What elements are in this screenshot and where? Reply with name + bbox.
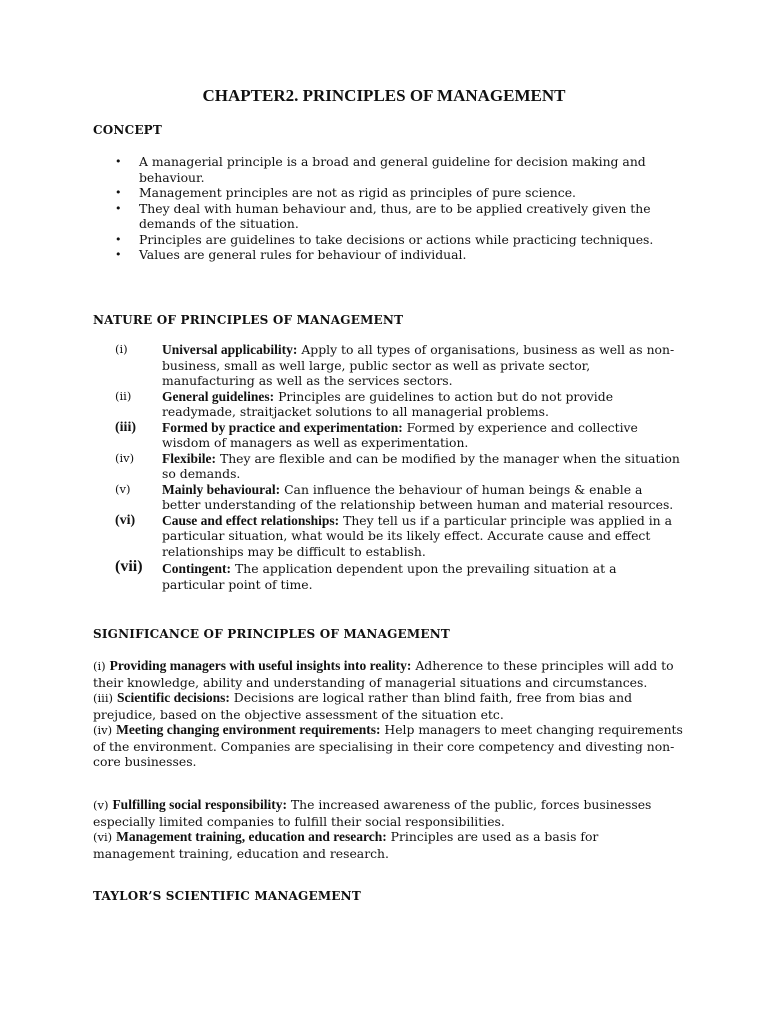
item-text: Help managers to meet changing requirements of the environment. Companies are specialising in their core competency and divesting non-core businesses. [93,722,683,769]
item-text: Can influence the behaviour of human beings & enable a better understanding of the relationship between human and material resources. [162,481,674,512]
bullet-icon: • [115,186,122,199]
list-item-text: Management principles are not as rigid as principles of pure science. [139,185,576,200]
item-term: Universal applicability: [162,342,298,357]
item-text: They are flexible and can be modified by the manager when the situation so demands. [162,450,680,481]
concept-heading: CONCEPT [93,123,163,137]
bullet-icon: • [115,201,122,215]
item-term: Management training, education and research: [116,829,387,844]
significance-heading: SIGNIFICANCE OF PRINCIPLES OF MANAGEMENT [93,627,451,641]
item-number: (vi) [93,830,113,844]
item-term: Fulfilling social responsibility: [112,797,287,812]
nature-list [115,342,680,592]
item-text: The increased awareness of the public, forces businesses especially limited companies to fulfill their social responsibilities. [93,797,652,829]
item-number: (v) [93,798,109,812]
concept-list [112,154,682,263]
list-item [115,420,680,451]
item-number: (ii) [115,388,132,403]
list-item [112,154,682,185]
bullet-icon: • [115,155,122,168]
list-item [115,558,680,592]
item-number: (i) [115,342,128,356]
taylor-heading: TAYLOR’S SCIENTIFIC MANAGEMENT [93,889,361,903]
list-item [115,513,680,560]
item-text: Principles are used as a basis for management training, education and research. [93,829,599,861]
list-item [115,389,680,420]
item-number: (v) [115,481,131,496]
item-term: Meeting changing environment requirements: [116,722,381,737]
bullet-icon: • [115,248,122,261]
item-text: Decisions are logical rather than blind faith, free from bias and prejudice, based on the objective assessment of the situation etc. [93,690,632,722]
list-item-text: They deal with human behaviour and, thus, are to be applied creatively given the demands of the situation. [139,200,651,231]
list-item [112,201,682,232]
item-term: Flexibile: [162,450,216,466]
list-item [115,482,680,513]
paragraph [93,797,683,861]
item-text: They tell us if a particular principle was applied in a particular situation, what would be its likely effect. Accurate cause and effect relationships may be difficult to establish. [162,512,672,559]
list-item [115,342,680,389]
item-text: The application dependent upon the prevailing situation at a particular point of time. [162,561,617,592]
item-term: Formed by practice and experimentation: [162,419,403,435]
nature-heading: NATURE OF PRINCIPLES OF MANAGEMENT [93,313,404,327]
list-item [115,451,680,482]
list-item-text: Values are general rules for behaviour of individual. [139,247,467,262]
item-text: Apply to all types of organisations, business as well as non-business, small as well large, public sector as well as private sector, manufacturing as well as the services sectors. [162,342,675,388]
list-item-text: A managerial principle is a broad and general guideline for decision making and behaviour. [139,154,646,185]
item-number: (iii) [115,419,136,435]
item-number: (iii) [93,691,114,705]
item-text: Adherence to these principles will add to their knowledge, ability and understanding of managerial situations and circumstances. [93,658,674,690]
list-item [112,185,682,201]
item-text: Principles are guidelines to action but do not provide readymade, straitjacket solutions to all managerial problems. [162,388,614,419]
page-title: CHAPTER2. PRINCIPLES OF MANAGEMENT [202,86,566,105]
item-number: (iv) [93,723,113,737]
list-item [112,247,682,263]
item-number: (vii) [115,558,143,575]
item-term: Scientific decisions: [116,690,230,705]
item-term: Mainly behavioural: [162,481,281,497]
item-term: Cause and effect relationships: [162,512,340,528]
item-term: Providing managers with useful insights into reality: [109,658,412,673]
list-item-text: Principles are guidelines to take decisions or actions while practicing techniques. [139,231,654,247]
item-text: Formed by experience and collective wisdom of managers as well as experimentation. [162,419,638,450]
item-term: General guidelines: [162,388,275,404]
list-item [112,232,682,248]
item-number: (iv) [115,450,135,465]
item-term: Contingent: [162,561,232,576]
bullet-icon: • [115,232,122,246]
item-number: (vi) [115,512,136,528]
paragraph [93,658,683,770]
item-number: (i) [93,659,106,673]
